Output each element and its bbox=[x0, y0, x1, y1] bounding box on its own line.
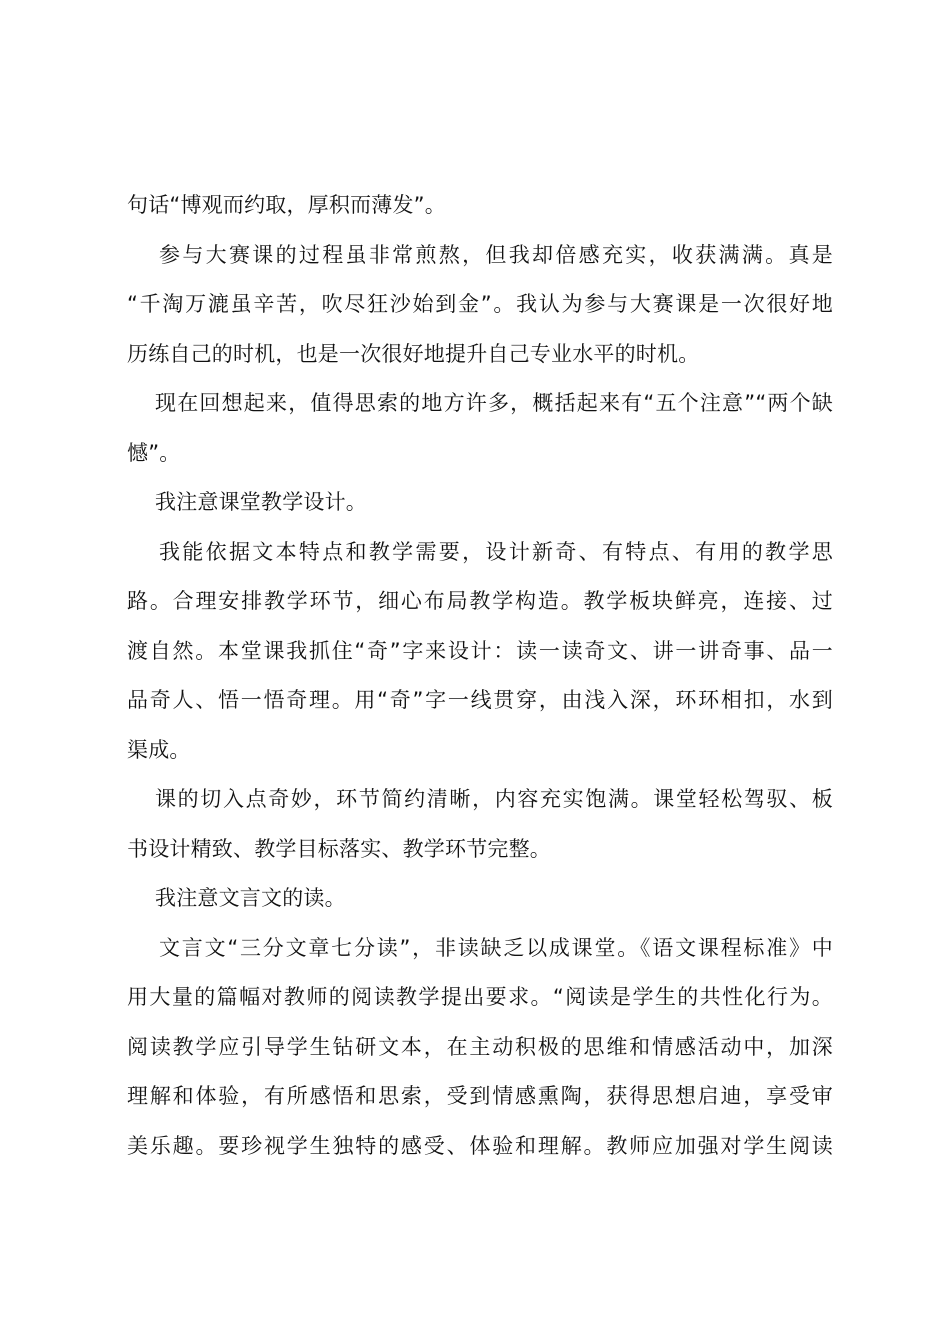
section-heading-line: 我注意课堂教学设计。 bbox=[155, 490, 367, 514]
paragraph-start-line: 我能依据文本特点和教学需要，设计新奇、有特点、有用的教学思 bbox=[159, 540, 833, 564]
paragraph-start-line: 文言文“三分文章七分读”，非读缺乏以成课堂。《语文课程标准》中 bbox=[159, 936, 833, 960]
text-line: “千淘万漉虽辛苦，吹尽狂沙始到金”。我认为参与大赛课是一次很好地 bbox=[127, 292, 833, 316]
text-line: 品奇人、悟一悟奇理。用“奇”字一线贯穿，由浅入深，环环相扣，水到 bbox=[127, 688, 833, 712]
paragraph-start-line: 课的切入点奇妙，环节简约清晰，内容充实饱满。课堂轻松驾驭、板 bbox=[155, 787, 833, 811]
text-line: 理解和体验，有所感悟和思索，受到情感熏陶，获得思想启迪，享受审 bbox=[127, 1084, 833, 1108]
text-line: 路。合理安排教学环节，细心布局教学构造。教学板块鲜亮，连接、过 bbox=[127, 589, 833, 613]
text-line: 渠成。 bbox=[127, 738, 191, 762]
text-line: 历练自己的时机，也是一次很好地提升自己专业水平的时机。 bbox=[127, 342, 700, 366]
text-line: 美乐趣。要珍视学生独特的感受、体验和理解。教师应加强对学生阅读 bbox=[127, 1134, 833, 1158]
text-line: 憾”。 bbox=[127, 441, 181, 465]
text-line: 句话“博观而约取，厚积而薄发”。 bbox=[127, 193, 446, 217]
paragraph-start-line: 现在回想起来，值得思索的地方许多，概括起来有“五个注意”“两个缺 bbox=[155, 391, 833, 415]
text-line: 用大量的篇幅对教师的阅读教学提出要求。“阅读是学生的共性化行为。 bbox=[127, 985, 833, 1009]
paragraph-start-line: 参与大赛课的过程虽非常煎熬，但我却倍感充实，收获满满。真是 bbox=[159, 243, 833, 267]
section-heading-line: 我注意文言文的读。 bbox=[155, 886, 346, 910]
text-line: 渡自然。本堂课我抓住“奇”字来设计：读一读奇文、讲一讲奇事、品一 bbox=[127, 639, 833, 663]
text-line: 书设计精致、教学目标落实、教学环节完整。 bbox=[127, 837, 551, 861]
text-line: 阅读教学应引导学生钻研文本，在主动积极的思维和情感活动中，加深 bbox=[127, 1035, 833, 1059]
